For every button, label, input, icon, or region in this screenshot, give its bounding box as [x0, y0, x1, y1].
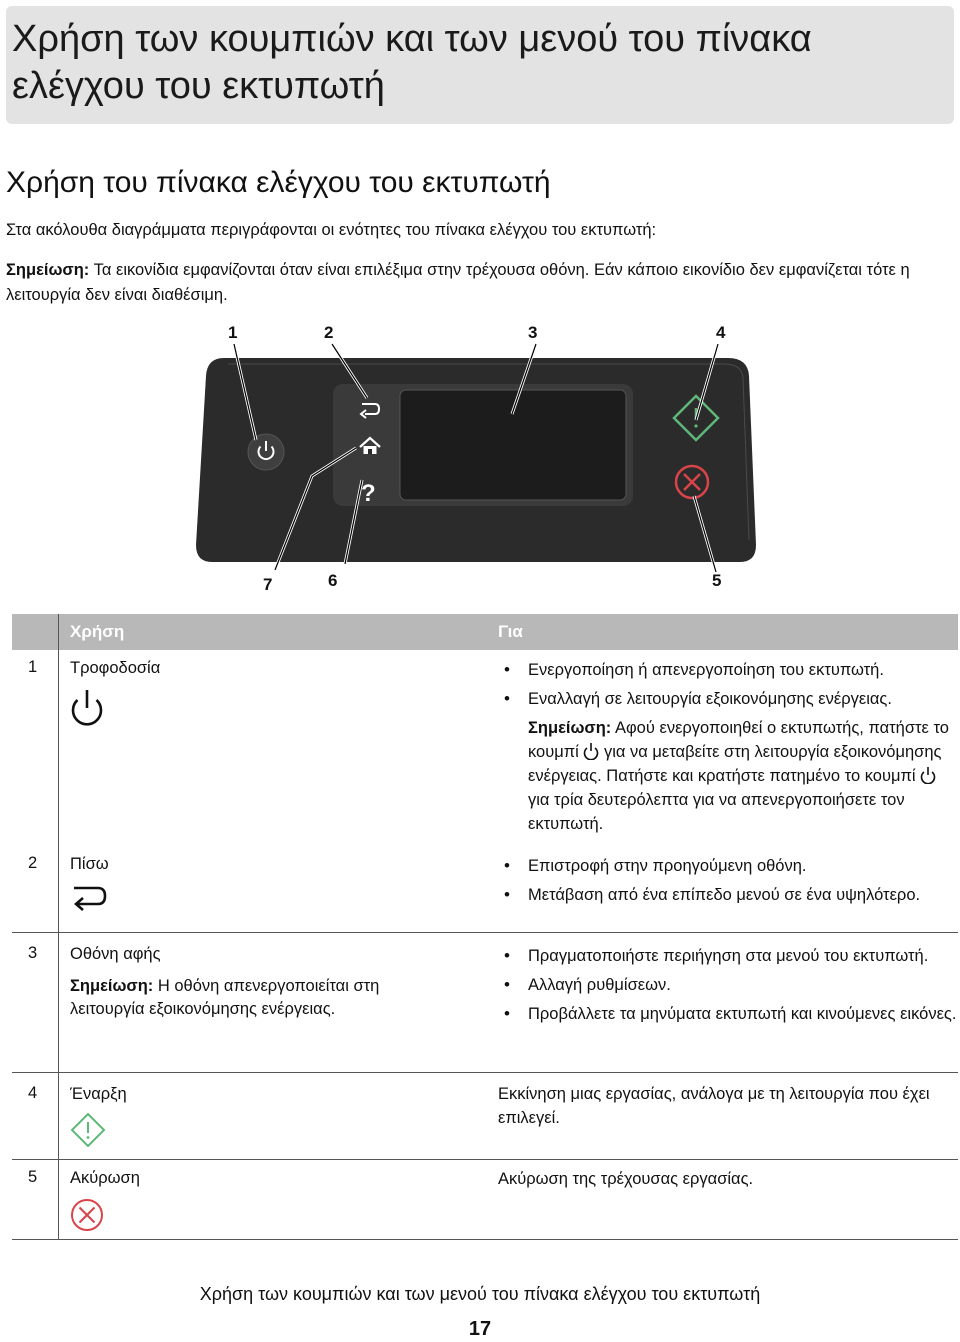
row-number: 3 — [28, 944, 38, 962]
callout-number: 7 — [263, 575, 273, 594]
row-number: 2 — [28, 854, 38, 872]
list-item: • Ενεργοποίηση ή απενεργοποίηση του εκτυπωτή. — [498, 658, 958, 682]
power-icon — [920, 766, 936, 784]
section-title: Χρήση του πίνακα ελέγχου του εκτυπωτή — [6, 166, 551, 199]
callout-number: 5 — [712, 571, 722, 590]
row-number: 4 — [28, 1084, 38, 1102]
row-divider — [12, 932, 958, 933]
row-note: Σημείωση: Αφού ενεργοποιηθεί ο εκτυπωτής, πατήστε το κουμπί για να μεταβείτε στη λειτουργία εξοικονόμησης ενέργειας. Πατήστε και κρατήστε πατημένο το κουμπί για τρία δευτερόλεπτα για να απενεργοποιήσετε τον εκτυπωτή. — [528, 719, 949, 833]
row-description: Εκκίνηση μιας εργασίας, ανάλογα με τη λειτουργία που έχει επιλεγεί. — [498, 1085, 930, 1127]
help-icon: ? — [361, 480, 376, 507]
callout-number: 1 — [228, 323, 238, 342]
intro-text: Στα ακόλουθα διαγράμματα περιγράφονται οι ενότητες του πίνακα ελέγχου του εκτυπωτή: — [6, 221, 657, 239]
row-description: Ακύρωση της τρέχουσας εργασίας. — [498, 1170, 754, 1188]
power-icon — [70, 688, 104, 732]
note-paragraph — [6, 258, 951, 308]
list-item: • Προβάλλετε τα μηνύματα εκτυπωτή και κινούμενες εικόνες. — [498, 1002, 958, 1026]
row-description — [498, 944, 958, 1031]
row-name: Πίσω — [70, 855, 109, 873]
header-use: Χρήση — [70, 622, 125, 641]
row-number: 1 — [28, 658, 38, 676]
table-bottom-rule — [12, 1239, 958, 1240]
header-for: Για — [498, 622, 523, 641]
callout-number: 2 — [324, 323, 334, 342]
note-label: Σημείωση: — [528, 719, 612, 737]
callout-number: 3 — [528, 323, 538, 342]
row-name: Έναρξη — [70, 1085, 127, 1103]
row-divider — [12, 1159, 958, 1160]
note-label: Σημείωση: — [6, 261, 90, 279]
power-button — [248, 434, 284, 470]
row-name: Ακύρωση — [70, 1169, 140, 1187]
list-item: • Εναλλαγή σε λειτουργία εξοικονόμησης ενέργειας. — [498, 687, 958, 711]
table-header — [12, 614, 958, 650]
callout-number: 6 — [328, 571, 338, 590]
note-label: Σημείωση: — [70, 977, 154, 995]
page-number: 17 — [468, 1318, 492, 1340]
cancel-x-icon — [70, 1198, 104, 1232]
page-footer: Χρήση των κουμπιών και των μενού του πίνακα ελέγχου του εκτυπωτή — [199, 1284, 761, 1304]
control-panel-diagram — [0, 320, 960, 600]
list-item: • Αλλαγή ρυθμίσεων. — [498, 973, 958, 997]
power-icon — [583, 742, 599, 760]
list-item: • Μετάβαση από ένα επίπεδο μενού σε ένα υψηλότερο. — [498, 883, 958, 907]
row-number: 5 — [28, 1168, 38, 1186]
row-name: Τροφοδοσία — [70, 659, 161, 677]
row-note: Σημείωση: Η οθόνη απενεργοποιείται στη λειτουργία εξοικονόμησης ενέργειας. — [70, 977, 380, 1018]
row-divider — [12, 1072, 958, 1073]
list-item: • Πραγματοποιήστε περιήγηση στα μενού του εκτυπωτή. — [498, 944, 958, 968]
back-arrow-icon — [70, 882, 110, 912]
row-description — [498, 854, 958, 912]
chapter-title: Χρήση των κουμπιών και των μενού του πίνακα ελέγχου του εκτυπωτή — [12, 18, 812, 107]
row-name: Οθόνη αφής Σημείωση: Η οθόνη απενεργοποιείται στη λειτουργία εξοικονόμησης ενέργειας. — [70, 943, 450, 1021]
row-description — [498, 658, 958, 836]
callout-number: 4 — [716, 323, 726, 342]
column-divider — [58, 614, 59, 1240]
note-text: Τα εικονίδια εμφανίζονται όταν είναι επιλέξιμα στην τρέχουσα οθόνη. Εάν κάποιο εικονίδιο δεν εμφανίζεται τότε η λειτουργία δεν είναι διαθέσιμη. — [6, 261, 910, 304]
chapter-header — [6, 6, 954, 124]
start-diamond-icon — [70, 1112, 106, 1148]
buttons-table — [12, 614, 958, 1240]
list-item: • Επιστροφή στην προηγούμενη οθόνη. — [498, 854, 958, 878]
